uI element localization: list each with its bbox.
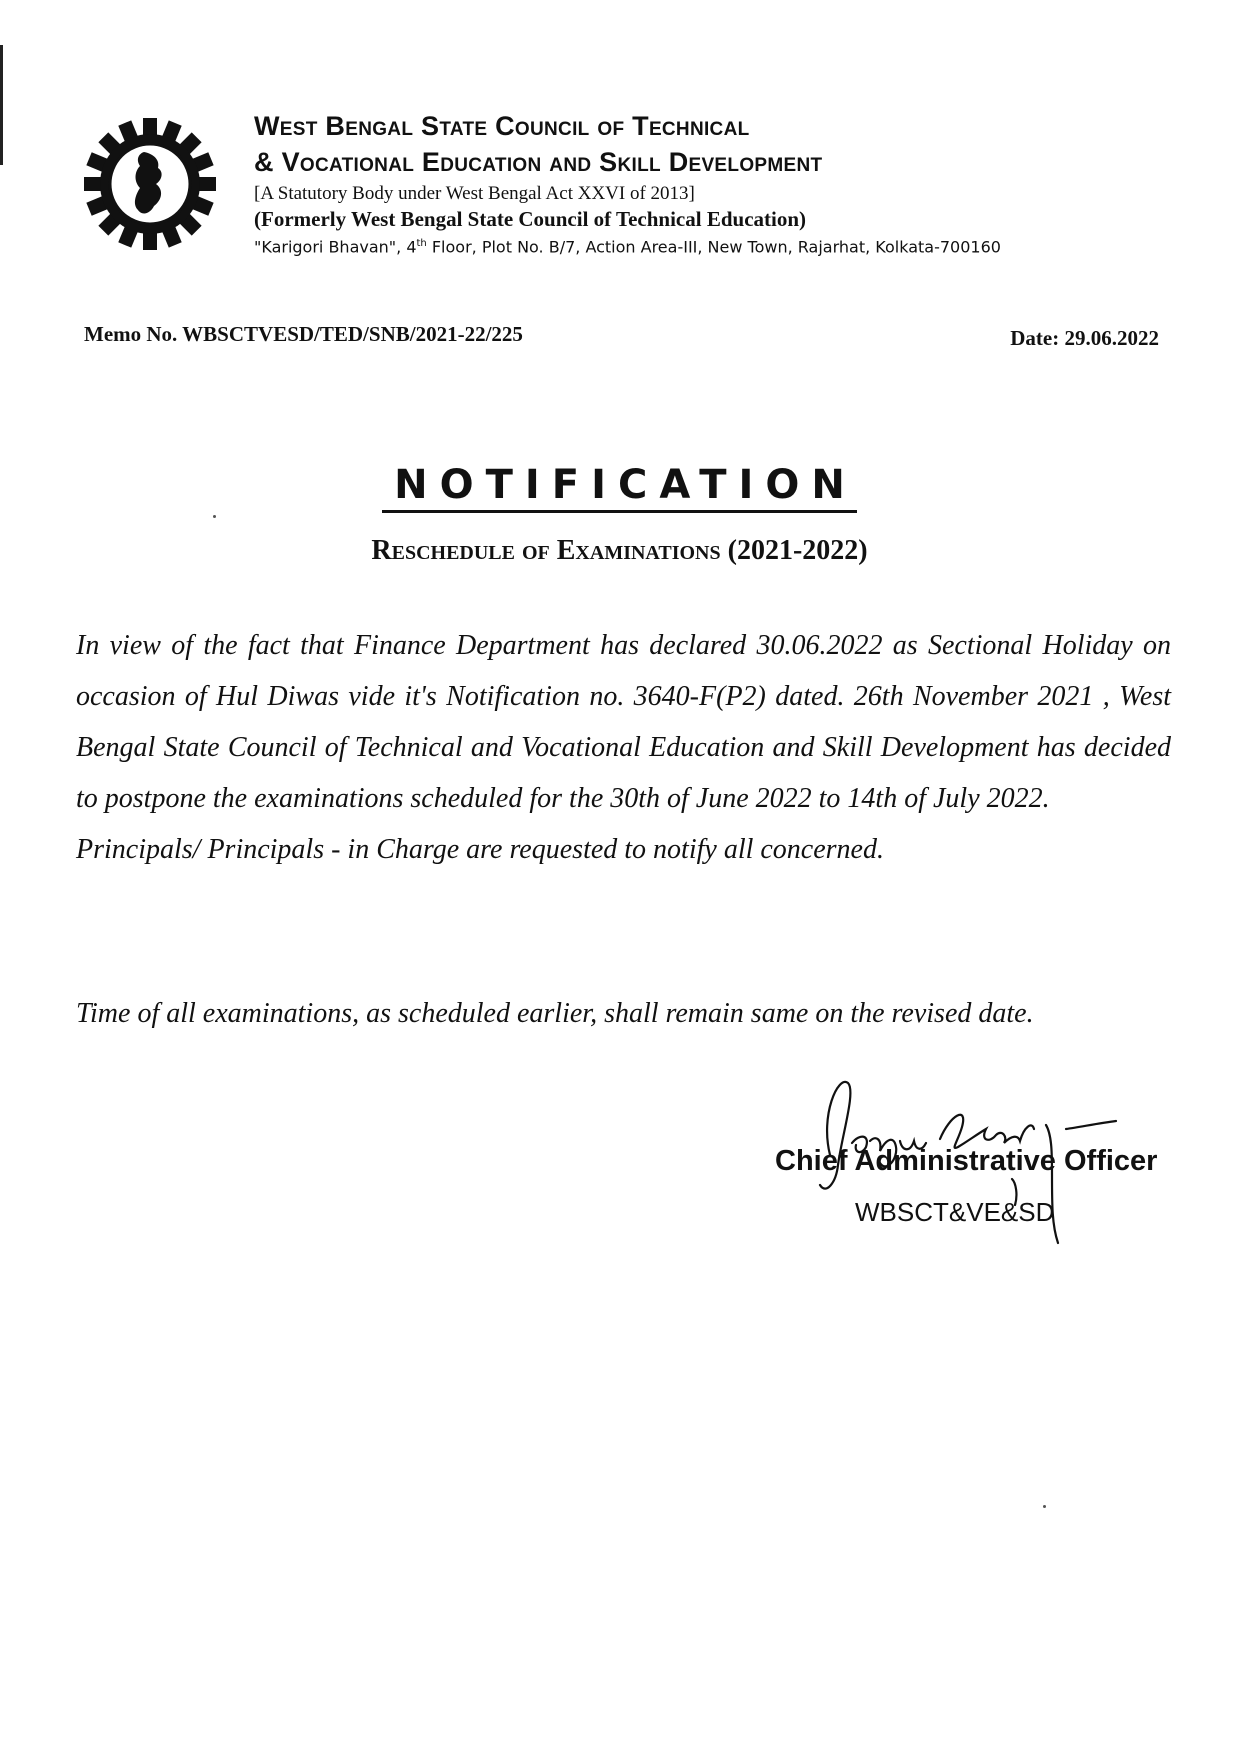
scan-speck <box>213 515 216 518</box>
subtitle: Reschedule of Examinations (2021-2022) <box>371 535 868 566</box>
signatory-title: Chief Administrative Officer <box>775 1145 1158 1177</box>
letterhead <box>254 108 1154 259</box>
address-part1: "Karigori Bhavan", 4 <box>254 237 417 257</box>
memo-date: Date: 29.06.2022 <box>1010 326 1159 350</box>
signatory-organization: WBSCT&VE&SD <box>855 1197 1055 1227</box>
notification-body <box>76 620 1171 875</box>
memo-number: Memo No. WBSCTVESD/TED/SNB/2021-22/225 <box>84 322 523 346</box>
gear-emblem-icon <box>84 112 216 257</box>
page-title-text: NOTIFICATION <box>382 462 857 513</box>
address <box>254 232 1154 259</box>
address-part2: Floor, Plot No. B/7, Action Area-III, New Town, Rajarhat, Kolkata-700160 <box>426 237 1001 257</box>
formerly-note: (Formerly West Bengal State Council of Technical Education) <box>254 207 807 231</box>
statutory-note: [A Statutory Body under West Bengal Act XXVI of 2013] <box>254 183 695 204</box>
org-name-line1: West Bengal State Council of Technical <box>254 111 750 141</box>
org-name-line2: & Vocational Education and Skill Development <box>254 147 823 177</box>
paragraph-time: Time of all examinations, as scheduled earlier, shall remain same on the revised date. <box>76 998 1034 1029</box>
paragraph-principals: Principals/ Principals - in Charge are requested to notify all concerned. <box>76 834 884 865</box>
scan-speck <box>1043 1505 1046 1508</box>
paragraph-main: In view of the fact that Finance Department has declared 30.06.2022 as Sectional Holiday on occasion of Hul Diwas vide it's Notification no. 3640-F(P2) dated. 26th November 2021 , West Bengal State Council of Technical and Vocational Education and Skill Development has decided to postpone the examinations scheduled for the 30th of June 2022 to 14th of July 2022. <box>76 630 1171 814</box>
scan-edge-line <box>0 45 3 165</box>
address-sup: th <box>416 238 427 249</box>
page-title <box>0 462 1239 508</box>
